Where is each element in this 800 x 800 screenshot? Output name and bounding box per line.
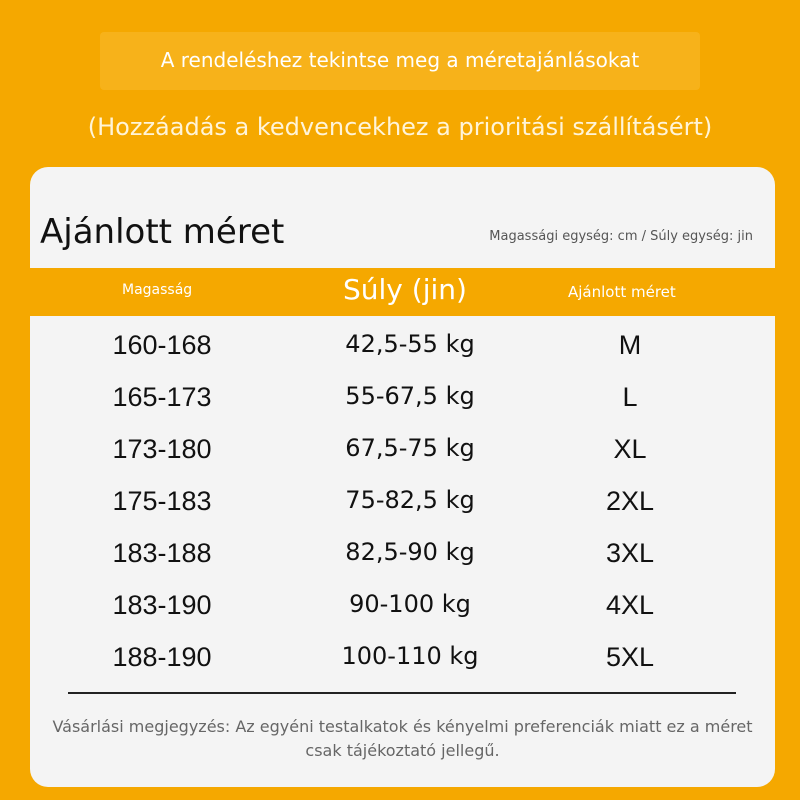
cell-size: M bbox=[618, 330, 642, 360]
cell-height: 160-168 bbox=[112, 330, 212, 360]
column-header-size: Ajánlott méret bbox=[568, 283, 676, 301]
table-row bbox=[30, 590, 775, 642]
table-row bbox=[30, 434, 775, 486]
cell-size: 3XL bbox=[605, 538, 655, 568]
column-header-height: Magasság bbox=[122, 282, 193, 298]
cell-height: 175-183 bbox=[112, 486, 212, 516]
cell-weight: 67,5-75 kg bbox=[345, 434, 475, 462]
table-row bbox=[30, 642, 775, 694]
cell-weight: 100-110 kg bbox=[341, 642, 479, 670]
cell-size: 5XL bbox=[605, 642, 655, 672]
headline-order-note: A rendeléshez tekintse meg a méretajánlásokat bbox=[160, 48, 640, 72]
cell-size: 2XL bbox=[605, 486, 655, 516]
cell-size: 4XL bbox=[605, 590, 655, 620]
table-row bbox=[30, 538, 775, 590]
cell-height: 188-190 bbox=[112, 642, 212, 672]
cell-size: XL bbox=[613, 434, 647, 464]
cell-height: 173-180 bbox=[112, 434, 212, 464]
purchase-note: Vásárlási megjegyzés: Az egyéni testalkatok és kényelmi preferenciák miatt ez a méret csak tájékoztató jellegű. bbox=[52, 717, 753, 760]
cell-height: 183-190 bbox=[112, 590, 212, 620]
size-chart-card bbox=[30, 167, 775, 787]
cell-weight: 82,5-90 kg bbox=[345, 538, 475, 566]
cell-weight: 90-100 kg bbox=[349, 590, 471, 618]
table-divider bbox=[68, 692, 736, 694]
headline-favorites-note: (Hozzáadás a kedvencekhez a prioritási szállításért) bbox=[87, 113, 713, 141]
cell-weight: 42,5-55 kg bbox=[345, 330, 475, 358]
cell-height: 165-173 bbox=[112, 382, 212, 412]
unit-note: Magassági egység: cm / Súly egység: jin bbox=[489, 229, 753, 244]
table-row bbox=[30, 382, 775, 434]
cell-size: L bbox=[622, 382, 638, 412]
table-row bbox=[30, 330, 775, 382]
column-header-weight: Súly (jin) bbox=[343, 273, 467, 306]
cell-weight: 55-67,5 kg bbox=[345, 382, 475, 410]
cell-height: 183-188 bbox=[112, 538, 212, 568]
card-title: Ajánlott méret bbox=[40, 212, 285, 252]
cell-weight: 75-82,5 kg bbox=[345, 486, 475, 514]
table-header bbox=[30, 268, 775, 316]
table-row bbox=[30, 486, 775, 538]
